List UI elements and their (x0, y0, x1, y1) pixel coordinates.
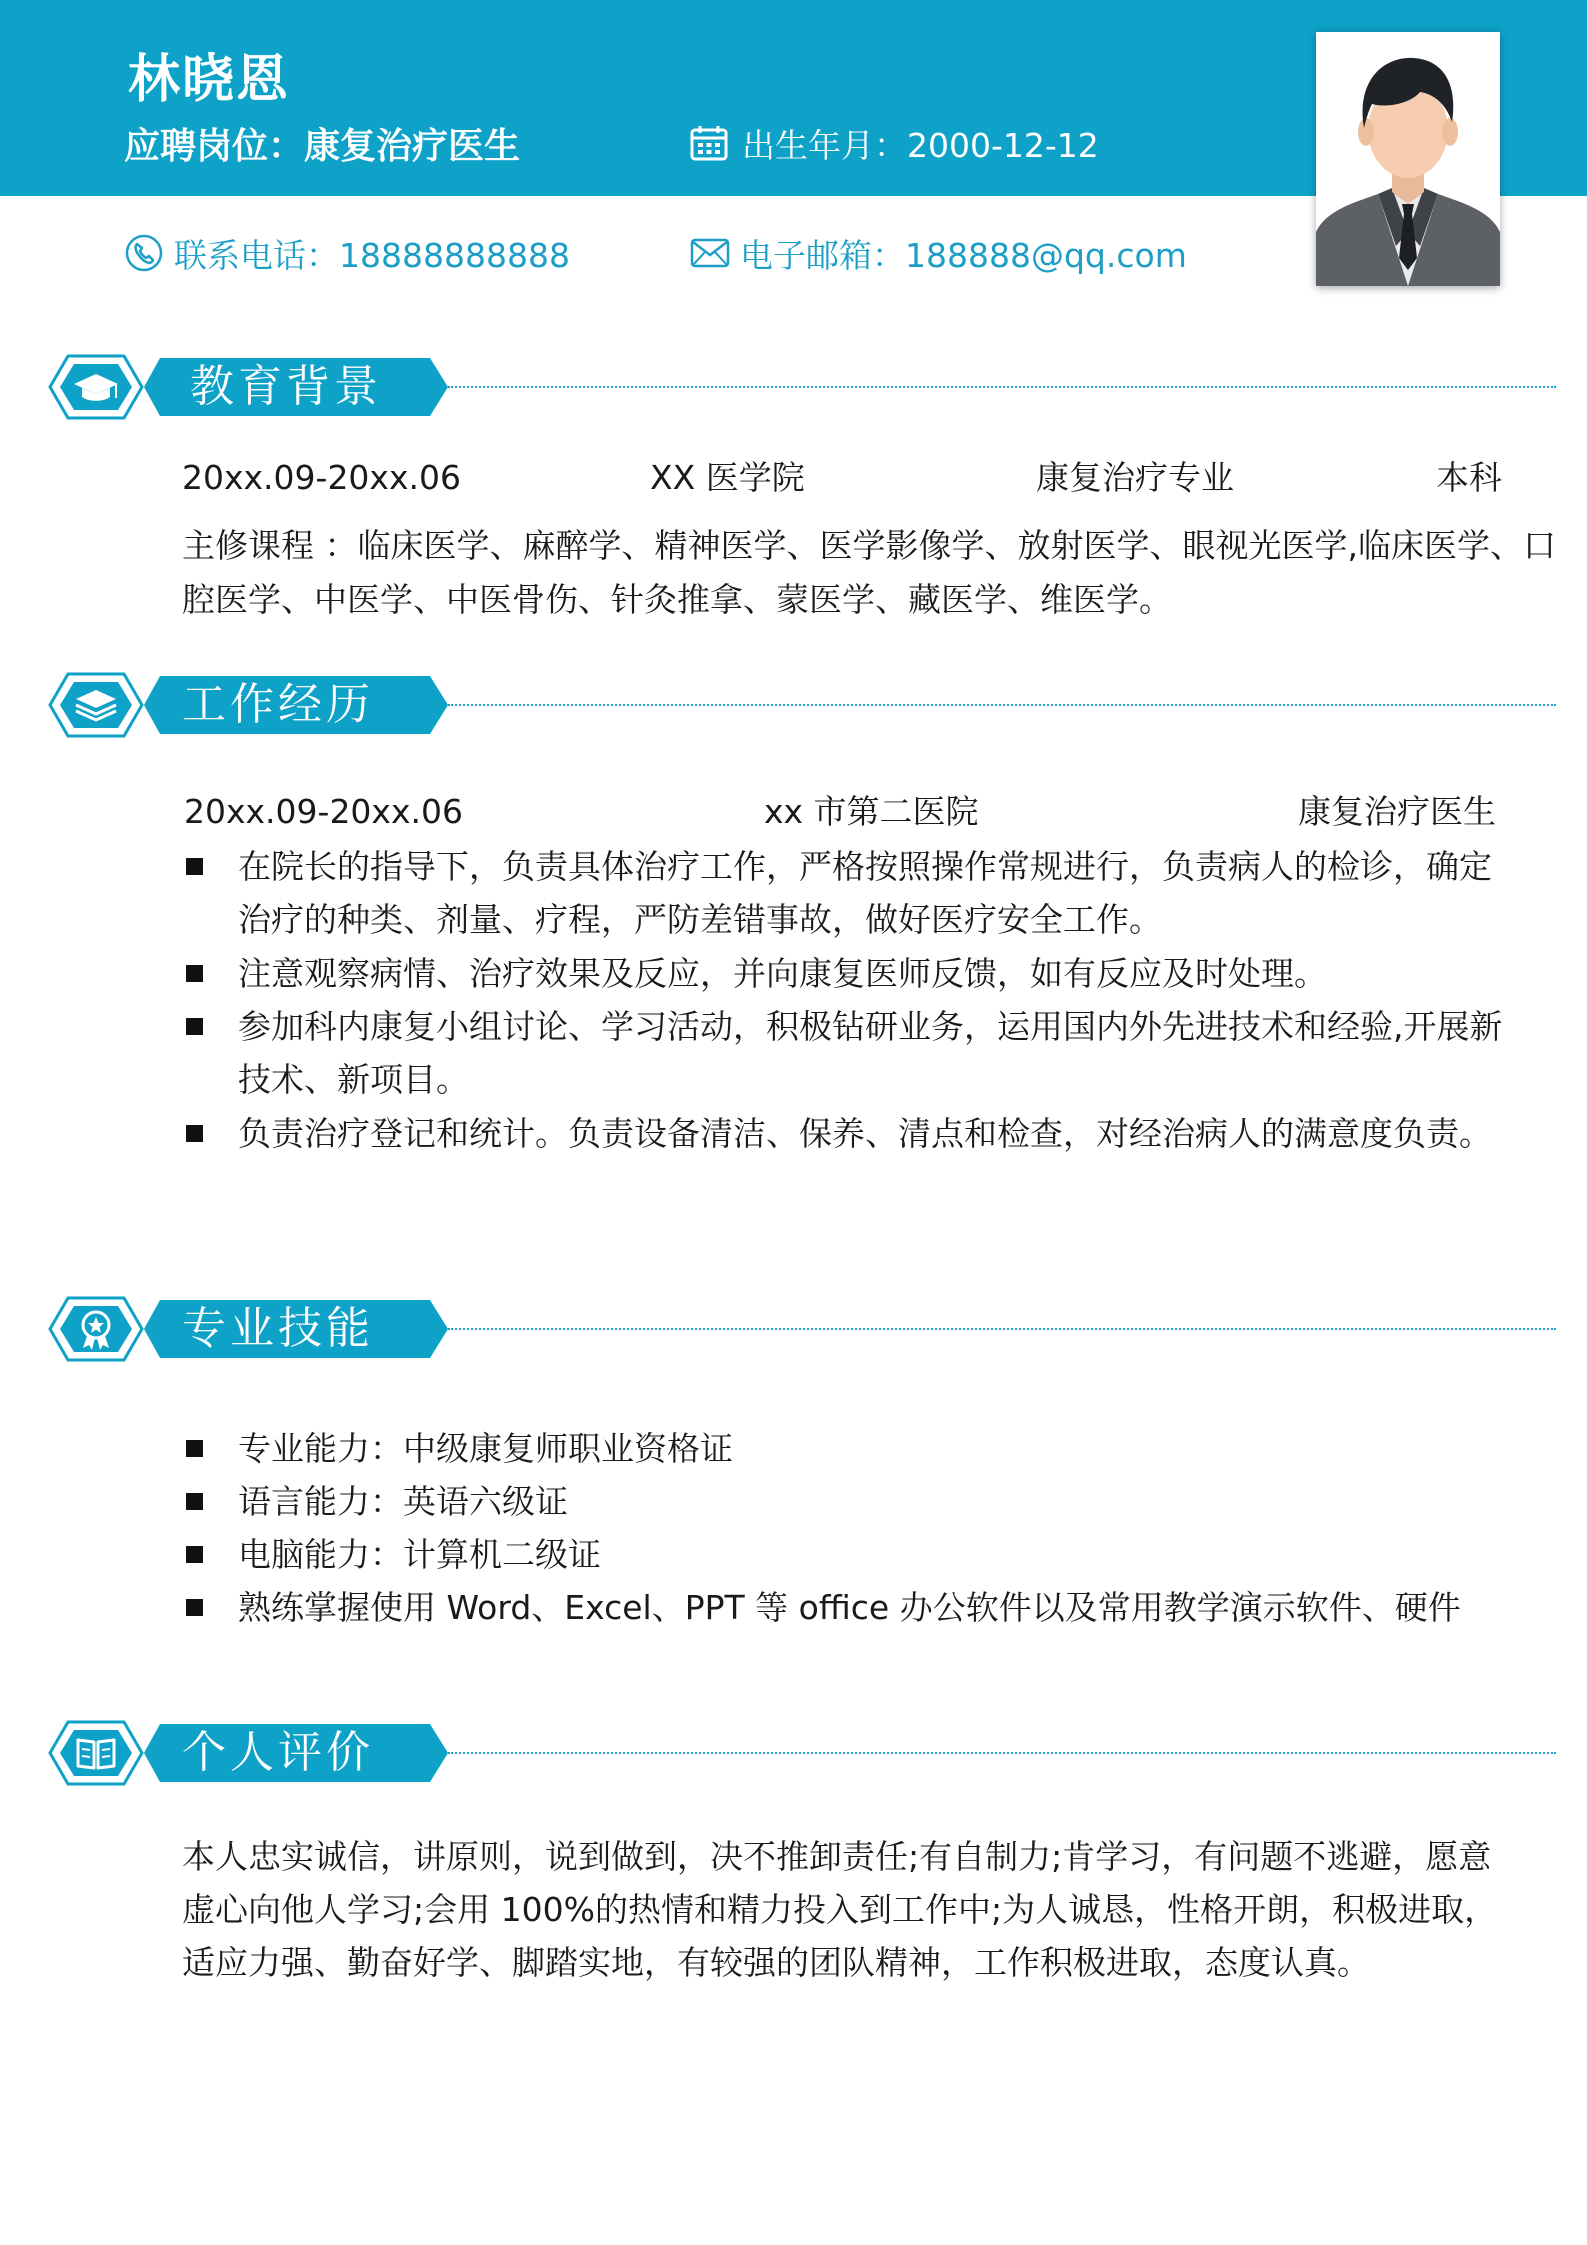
graduation-cap-icon (48, 352, 144, 422)
layers-icon (48, 670, 144, 740)
work-company: xx 市第二医院 (764, 792, 979, 831)
education-degree: 本科 (1436, 458, 1502, 497)
section-divider (448, 704, 1556, 706)
skill-item (186, 1475, 1506, 1528)
job-position: 应聘岗位：康复治疗医生 (124, 126, 521, 167)
skill-item-text: 电脑能力：计算机二级证 (238, 1535, 601, 1574)
work-role: 康复治疗医生 (1298, 792, 1496, 831)
education-period: 20xx.09-20xx.06 (182, 458, 461, 497)
candidate-name: 林晓恩 (128, 50, 291, 110)
avatar (1316, 32, 1500, 286)
work-item-text: 负责治疗登记和统计。负责设备清洁、保养、清点和检查，对经治病人的满意度负责。 (238, 1114, 1492, 1153)
section-divider (448, 386, 1556, 388)
work-item (186, 1000, 1506, 1106)
work-item-text: 在院长的指导下，负责具体治疗工作，严格按照操作常规进行，负责病人的检诊，确定治疗的种类、剂量、疗程，严防差错事故，做好医疗安全工作。 (238, 847, 1492, 939)
education-courses-line1: 主修课程 ：临床医学、麻醉学、精神医学、医学影像学、放射医学、眼视光医学,临床医学、口 (182, 526, 1556, 565)
email-text: 电子邮箱：188888@qq.com (740, 235, 1187, 275)
skill-item (186, 1422, 1506, 1475)
phone-text: 联系电话：18888888888 (174, 235, 570, 275)
profile-photo (1316, 32, 1500, 286)
section-divider (448, 1328, 1556, 1330)
section-title: 专业技能 (182, 1303, 374, 1354)
envelope-icon (690, 237, 730, 269)
birth-date (690, 120, 1099, 166)
skill-item-text: 熟练掌握使用 Word、Excel、PPT 等 office 办公软件以及常用教学演示软件、硬件 (238, 1588, 1461, 1627)
section-evaluation-header (48, 1718, 1508, 1788)
skill-item (186, 1528, 1506, 1581)
phone-icon (124, 233, 164, 273)
calendar-icon (690, 125, 728, 161)
education-major: 康复治疗专业 (1036, 458, 1234, 497)
section-title: 教育背景 (190, 361, 382, 412)
work-item-text: 注意观察病情、治疗效果及反应，并向康复医师反馈，如有反应及时处理。 (238, 954, 1327, 993)
work-item-text: 参加科内康复小组讨论、学习活动，积极钻研业务，运用国内外先进技术和经验,开展新技术、新项目。 (238, 1007, 1503, 1099)
birth-date-text: 出生年月：2000-12-12 (742, 125, 1099, 165)
skill-item-text: 语言能力：英语六级证 (238, 1482, 568, 1521)
section-work-header (48, 670, 1508, 740)
section-title: 工作经历 (182, 679, 374, 730)
work-item (186, 1107, 1506, 1160)
award-icon (48, 1294, 144, 1364)
education-courses-line2: 腔医学、中医学、中医骨伤、针灸推拿、蒙医学、藏医学、维医学。 (182, 580, 1172, 619)
section-title: 个人评价 (182, 1727, 374, 1778)
email-contact (690, 230, 1187, 276)
education-school: XX 医学院 (650, 458, 805, 497)
book-icon (48, 1718, 144, 1788)
skill-item (186, 1581, 1506, 1634)
section-education-header (48, 352, 1508, 422)
phone-contact (124, 230, 570, 276)
work-item (186, 947, 1506, 1000)
skill-item-text: 专业能力：中级康复师职业资格证 (238, 1429, 733, 1468)
section-divider (448, 1752, 1556, 1754)
section-skills-header (48, 1294, 1508, 1364)
work-item (186, 840, 1506, 946)
self-evaluation-text: 本人忠实诚信，讲原则，说到做到，决不推卸责任;有自制力;肯学习，有问题不逃避，愿意虚心向他人学习;会用 100%的热情和精力投入到工作中;为人诚恳，性格开朗，积极进取，适应力强、勤奋好学、脚踏实地，有较强的团队精神，工作积极进取，态度认真。 (182, 1837, 1498, 1982)
work-period: 20xx.09-20xx.06 (184, 792, 463, 831)
